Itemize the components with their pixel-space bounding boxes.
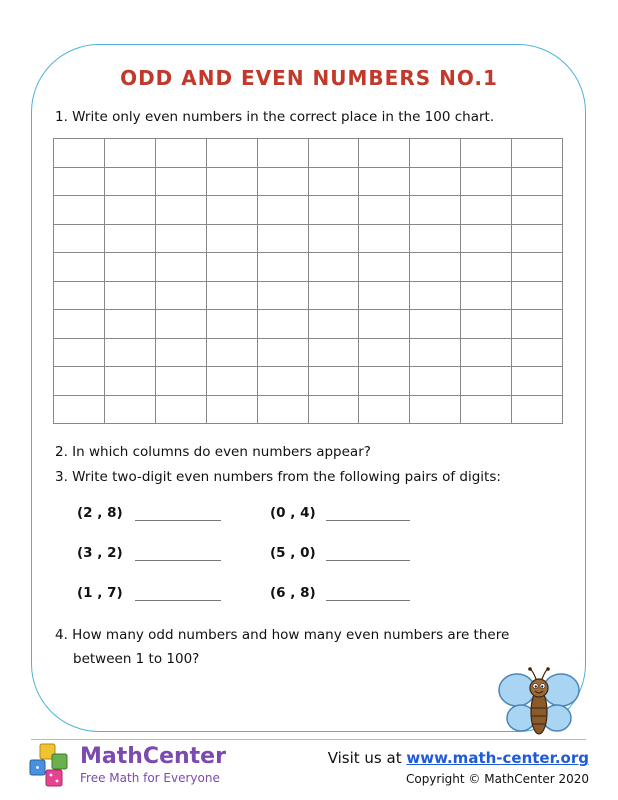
chart-cell[interactable]: [105, 396, 156, 425]
chart-cell[interactable]: [512, 253, 563, 282]
chart-cell[interactable]: [105, 339, 156, 368]
chart-cell[interactable]: [258, 139, 309, 168]
chart-cell[interactable]: [512, 168, 563, 197]
chart-cell[interactable]: [156, 196, 207, 225]
chart-cell[interactable]: [359, 282, 410, 311]
chart-cell[interactable]: [309, 139, 360, 168]
answer-blank[interactable]: [135, 560, 221, 561]
chart-cell[interactable]: [512, 196, 563, 225]
chart-cell[interactable]: [359, 225, 410, 254]
question-3: 3. Write two-digit even numbers from the following pairs of digits:: [55, 469, 501, 485]
chart-cell[interactable]: [105, 168, 156, 197]
chart-cell[interactable]: [309, 168, 360, 197]
chart-cell[interactable]: [207, 139, 258, 168]
digit-pair: (1 , 7): [77, 585, 123, 601]
chart-cell[interactable]: [512, 282, 563, 311]
chart-cell[interactable]: [461, 168, 512, 197]
chart-cell[interactable]: [258, 196, 309, 225]
chart-cell[interactable]: [54, 225, 105, 254]
chart-cell[interactable]: [156, 339, 207, 368]
chart-cell[interactable]: [461, 339, 512, 368]
chart-cell[interactable]: [207, 396, 258, 425]
chart-cell[interactable]: [410, 196, 461, 225]
chart-cell[interactable]: [258, 282, 309, 311]
chart-cell[interactable]: [359, 196, 410, 225]
chart-cell[interactable]: [105, 282, 156, 311]
brand-tagline: Free Math for Everyone: [80, 771, 220, 785]
chart-cell[interactable]: [410, 168, 461, 197]
chart-cell[interactable]: [207, 168, 258, 197]
digit-pair: (6 , 8): [270, 585, 316, 601]
chart-cell[interactable]: [512, 396, 563, 425]
digit-pair: (3 , 2): [77, 545, 123, 561]
chart-cell[interactable]: [156, 168, 207, 197]
chart-cell[interactable]: [258, 396, 309, 425]
chart-cell[interactable]: [461, 253, 512, 282]
hundred-chart-grid: [53, 138, 563, 424]
answer-blank[interactable]: [326, 560, 410, 561]
chart-cell[interactable]: [461, 396, 512, 425]
chart-cell[interactable]: [207, 196, 258, 225]
chart-cell[interactable]: [156, 396, 207, 425]
chart-cell[interactable]: [105, 196, 156, 225]
chart-cell[interactable]: [461, 282, 512, 311]
worksheet-title: ODD AND EVEN NUMBERS NO.1: [120, 66, 498, 90]
chart-cell[interactable]: [105, 310, 156, 339]
digit-pair: (5 , 0): [270, 545, 316, 561]
answer-blank[interactable]: [135, 600, 221, 601]
chart-cell[interactable]: [512, 367, 563, 396]
chart-cell[interactable]: [359, 396, 410, 425]
question-4-line-1: 4. How many odd numbers and how many even numbers are there: [55, 627, 510, 643]
chart-cell[interactable]: [512, 225, 563, 254]
chart-cell[interactable]: [309, 310, 360, 339]
chart-cell[interactable]: [54, 168, 105, 197]
chart-cell[interactable]: [359, 168, 410, 197]
chart-cell[interactable]: [410, 282, 461, 311]
chart-cell[interactable]: [54, 367, 105, 396]
chart-cell[interactable]: [512, 310, 563, 339]
chart-cell[interactable]: [309, 253, 360, 282]
chart-cell[interactable]: [54, 310, 105, 339]
chart-cell[interactable]: [105, 367, 156, 396]
chart-cell[interactable]: [512, 139, 563, 168]
chart-cell[interactable]: [309, 282, 360, 311]
chart-cell[interactable]: [309, 339, 360, 368]
digit-pair: (0 , 4): [270, 505, 316, 521]
chart-cell[interactable]: [207, 367, 258, 396]
chart-cell[interactable]: [207, 310, 258, 339]
chart-cell[interactable]: [105, 253, 156, 282]
footer-divider: [31, 739, 586, 740]
chart-cell[interactable]: [54, 196, 105, 225]
website-link[interactable]: www.math-center.org: [406, 749, 589, 767]
chart-cell[interactable]: [156, 139, 207, 168]
chart-cell[interactable]: [410, 367, 461, 396]
chart-cell[interactable]: [410, 396, 461, 425]
chart-cell[interactable]: [359, 253, 410, 282]
chart-cell[interactable]: [258, 253, 309, 282]
chart-cell[interactable]: [410, 139, 461, 168]
chart-cell[interactable]: [207, 282, 258, 311]
chart-cell[interactable]: [258, 310, 309, 339]
chart-cell[interactable]: [258, 367, 309, 396]
butterfly-icon: [497, 666, 581, 740]
chart-cell[interactable]: [105, 225, 156, 254]
digit-pair: (2 , 8): [77, 505, 123, 521]
chart-cell[interactable]: [359, 367, 410, 396]
answer-blank[interactable]: [326, 520, 410, 521]
chart-cell[interactable]: [156, 282, 207, 311]
chart-cell[interactable]: [207, 253, 258, 282]
chart-cell[interactable]: [461, 367, 512, 396]
question-1: 1. Write only even numbers in the correct place in the 100 chart.: [55, 109, 495, 125]
chart-cell[interactable]: [105, 139, 156, 168]
chart-cell[interactable]: [54, 396, 105, 425]
chart-cell[interactable]: [156, 367, 207, 396]
chart-cell[interactable]: [309, 367, 360, 396]
visit-line: [328, 749, 589, 767]
chart-cell[interactable]: [359, 139, 410, 168]
chart-cell[interactable]: [207, 339, 258, 368]
chart-cell[interactable]: [410, 225, 461, 254]
answer-blank[interactable]: [135, 520, 221, 521]
chart-cell[interactable]: [309, 196, 360, 225]
chart-cell[interactable]: [156, 253, 207, 282]
chart-cell[interactable]: [156, 225, 207, 254]
chart-cell[interactable]: [156, 310, 207, 339]
chart-cell[interactable]: [359, 310, 410, 339]
chart-cell[interactable]: [309, 225, 360, 254]
chart-cell[interactable]: [359, 339, 410, 368]
chart-cell[interactable]: [207, 225, 258, 254]
visit-label: Visit us at: [327, 749, 402, 767]
chart-cell[interactable]: [258, 168, 309, 197]
chart-cell[interactable]: [512, 339, 563, 368]
chart-cell[interactable]: [54, 139, 105, 168]
chart-cell[interactable]: [309, 396, 360, 425]
chart-cell[interactable]: [461, 310, 512, 339]
question-2: 2. In which columns do even numbers appear?: [55, 444, 371, 460]
chart-cell[interactable]: [54, 253, 105, 282]
answer-blank[interactable]: [326, 600, 410, 601]
chart-cell[interactable]: [258, 225, 309, 254]
chart-cell[interactable]: [461, 225, 512, 254]
chart-cell[interactable]: [410, 253, 461, 282]
math-cubes-logo-icon: [24, 742, 74, 790]
chart-cell[interactable]: [461, 196, 512, 225]
question-4-line-2: between 1 to 100?: [73, 651, 200, 667]
chart-cell[interactable]: [461, 139, 512, 168]
chart-cell[interactable]: [54, 282, 105, 311]
chart-cell[interactable]: [410, 310, 461, 339]
copyright-text: Copyright © MathCenter 2020: [405, 772, 589, 786]
chart-cell[interactable]: [258, 339, 309, 368]
brand-name: MathCenter: [80, 744, 226, 769]
chart-cell[interactable]: [54, 339, 105, 368]
chart-cell[interactable]: [410, 339, 461, 368]
